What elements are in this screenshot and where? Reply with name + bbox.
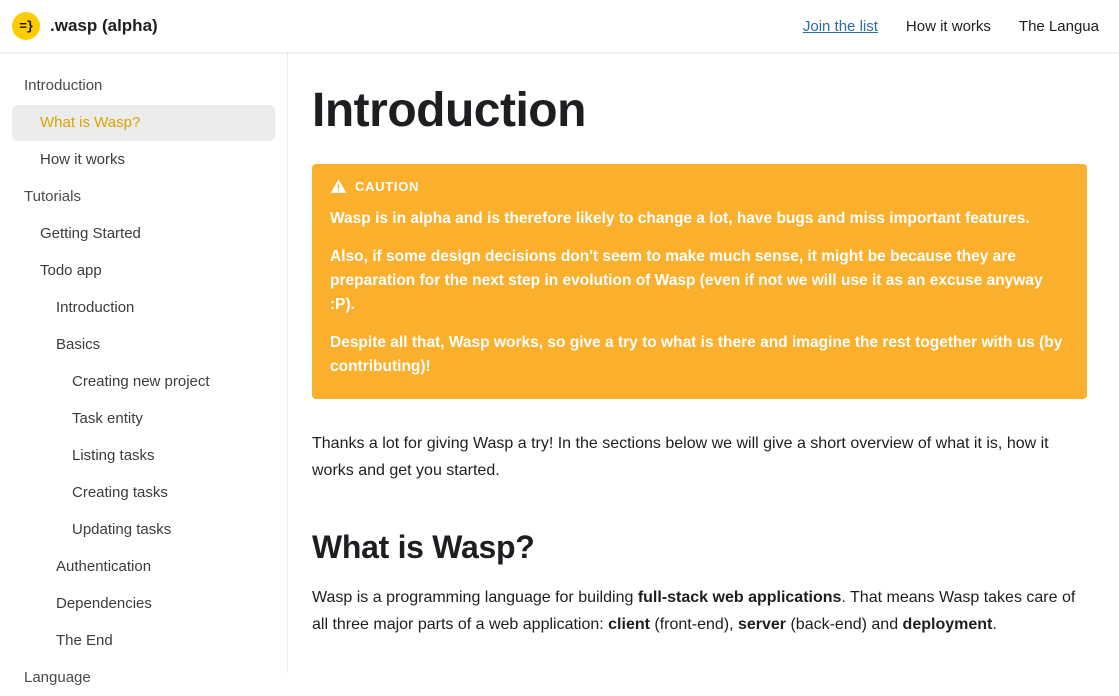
sidebar-item-introduction-category[interactable]: Introduction [24,77,103,94]
admonition-paragraph-3: Despite all that, Wasp works, so give a try to what is there and imagine the rest together with us (by contributing)! [330,334,1063,376]
section-title-what-is-wasp: What is Wasp? [312,529,535,566]
section-paragraph-what-is-wasp [312,585,1087,638]
wasp-logo-icon: =} [12,12,40,40]
nav-link-how-it-works[interactable]: How it works [905,17,991,35]
sidebar-item-how-it-works[interactable]: How it works [40,151,126,168]
docs-sidebar[interactable] [0,52,288,686]
nav-link-join-the-list[interactable]: Join the list [802,17,878,35]
admonition-paragraph-1: Wasp is in alpha and is therefore likely to change a lot, have bugs and miss important features. [330,210,1030,228]
sidebar-item-the-end[interactable]: The End [56,632,113,649]
paragraph-bold-server: server [737,615,787,633]
paragraph-text-part-4: (back-end) and [786,615,903,633]
paragraph-bold-deployment: deployment [902,615,993,633]
navbar-links [803,18,1103,35]
sidebar-item-authentication[interactable]: Authentication [56,558,152,575]
sidebar-item-getting-started[interactable]: Getting Started [40,225,141,242]
warning-triangle-icon [330,178,347,195]
sidebar-item-updating-tasks[interactable]: Updating tasks [72,521,172,538]
intro-paragraph: Thanks a lot for giving Wasp a try! In the sections below we will give a short overview of what it is, how it works and get you started. [312,435,1049,479]
sidebar-item-creating-new-project[interactable]: Creating new project [72,373,210,390]
paragraph-bold-full-stack: full-stack web applications [637,589,842,607]
page-title: Introduction [312,84,586,137]
paragraph-bold-client: client [608,615,650,633]
page-layout [0,52,1119,686]
paragraph-text-part-1: Wasp is a programming language for building [312,589,638,607]
admonition-heading [330,178,1069,195]
nav-link-the-language[interactable]: The Langua [1018,17,1099,35]
brand-home-link[interactable] [12,12,158,40]
sidebar-item-todo-app[interactable]: Todo app [40,262,102,279]
top-navbar [0,0,1119,52]
caution-admonition [312,164,1087,399]
sidebar-item-what-is-wasp[interactable]: What is Wasp? [12,105,275,141]
sidebar-item-listing-tasks[interactable]: Listing tasks [72,447,155,464]
sidebar-item-todo-introduction[interactable]: Introduction [56,299,135,316]
sidebar-item-task-entity[interactable]: Task entity [72,410,143,427]
sidebar-item-tutorials-category[interactable]: Tutorials [24,188,81,205]
paragraph-text-part-2: . That means Wasp takes care of all three major parts of a web application: [312,589,1076,633]
paragraph-text-part-5: . [992,615,997,633]
admonition-paragraph-2: Also, if some design decisions don't seem to make much sense, it might be because they are preparation for the next step in evolution of Wasp (even if not we will use it as an excuse anyway :P). [330,248,1043,314]
sidebar-item-dependencies[interactable]: Dependencies [56,595,152,612]
docs-main-content [288,52,1119,673]
brand-title: .wasp (alpha) [50,16,158,35]
admonition-label: CAUTION [355,179,420,195]
sidebar-item-basics[interactable]: Basics [56,336,101,353]
sidebar-item-creating-tasks[interactable]: Creating tasks [72,484,168,501]
paragraph-text-part-3: (front-end), [649,615,738,633]
sidebar-item-language-category[interactable]: Language [24,669,91,686]
